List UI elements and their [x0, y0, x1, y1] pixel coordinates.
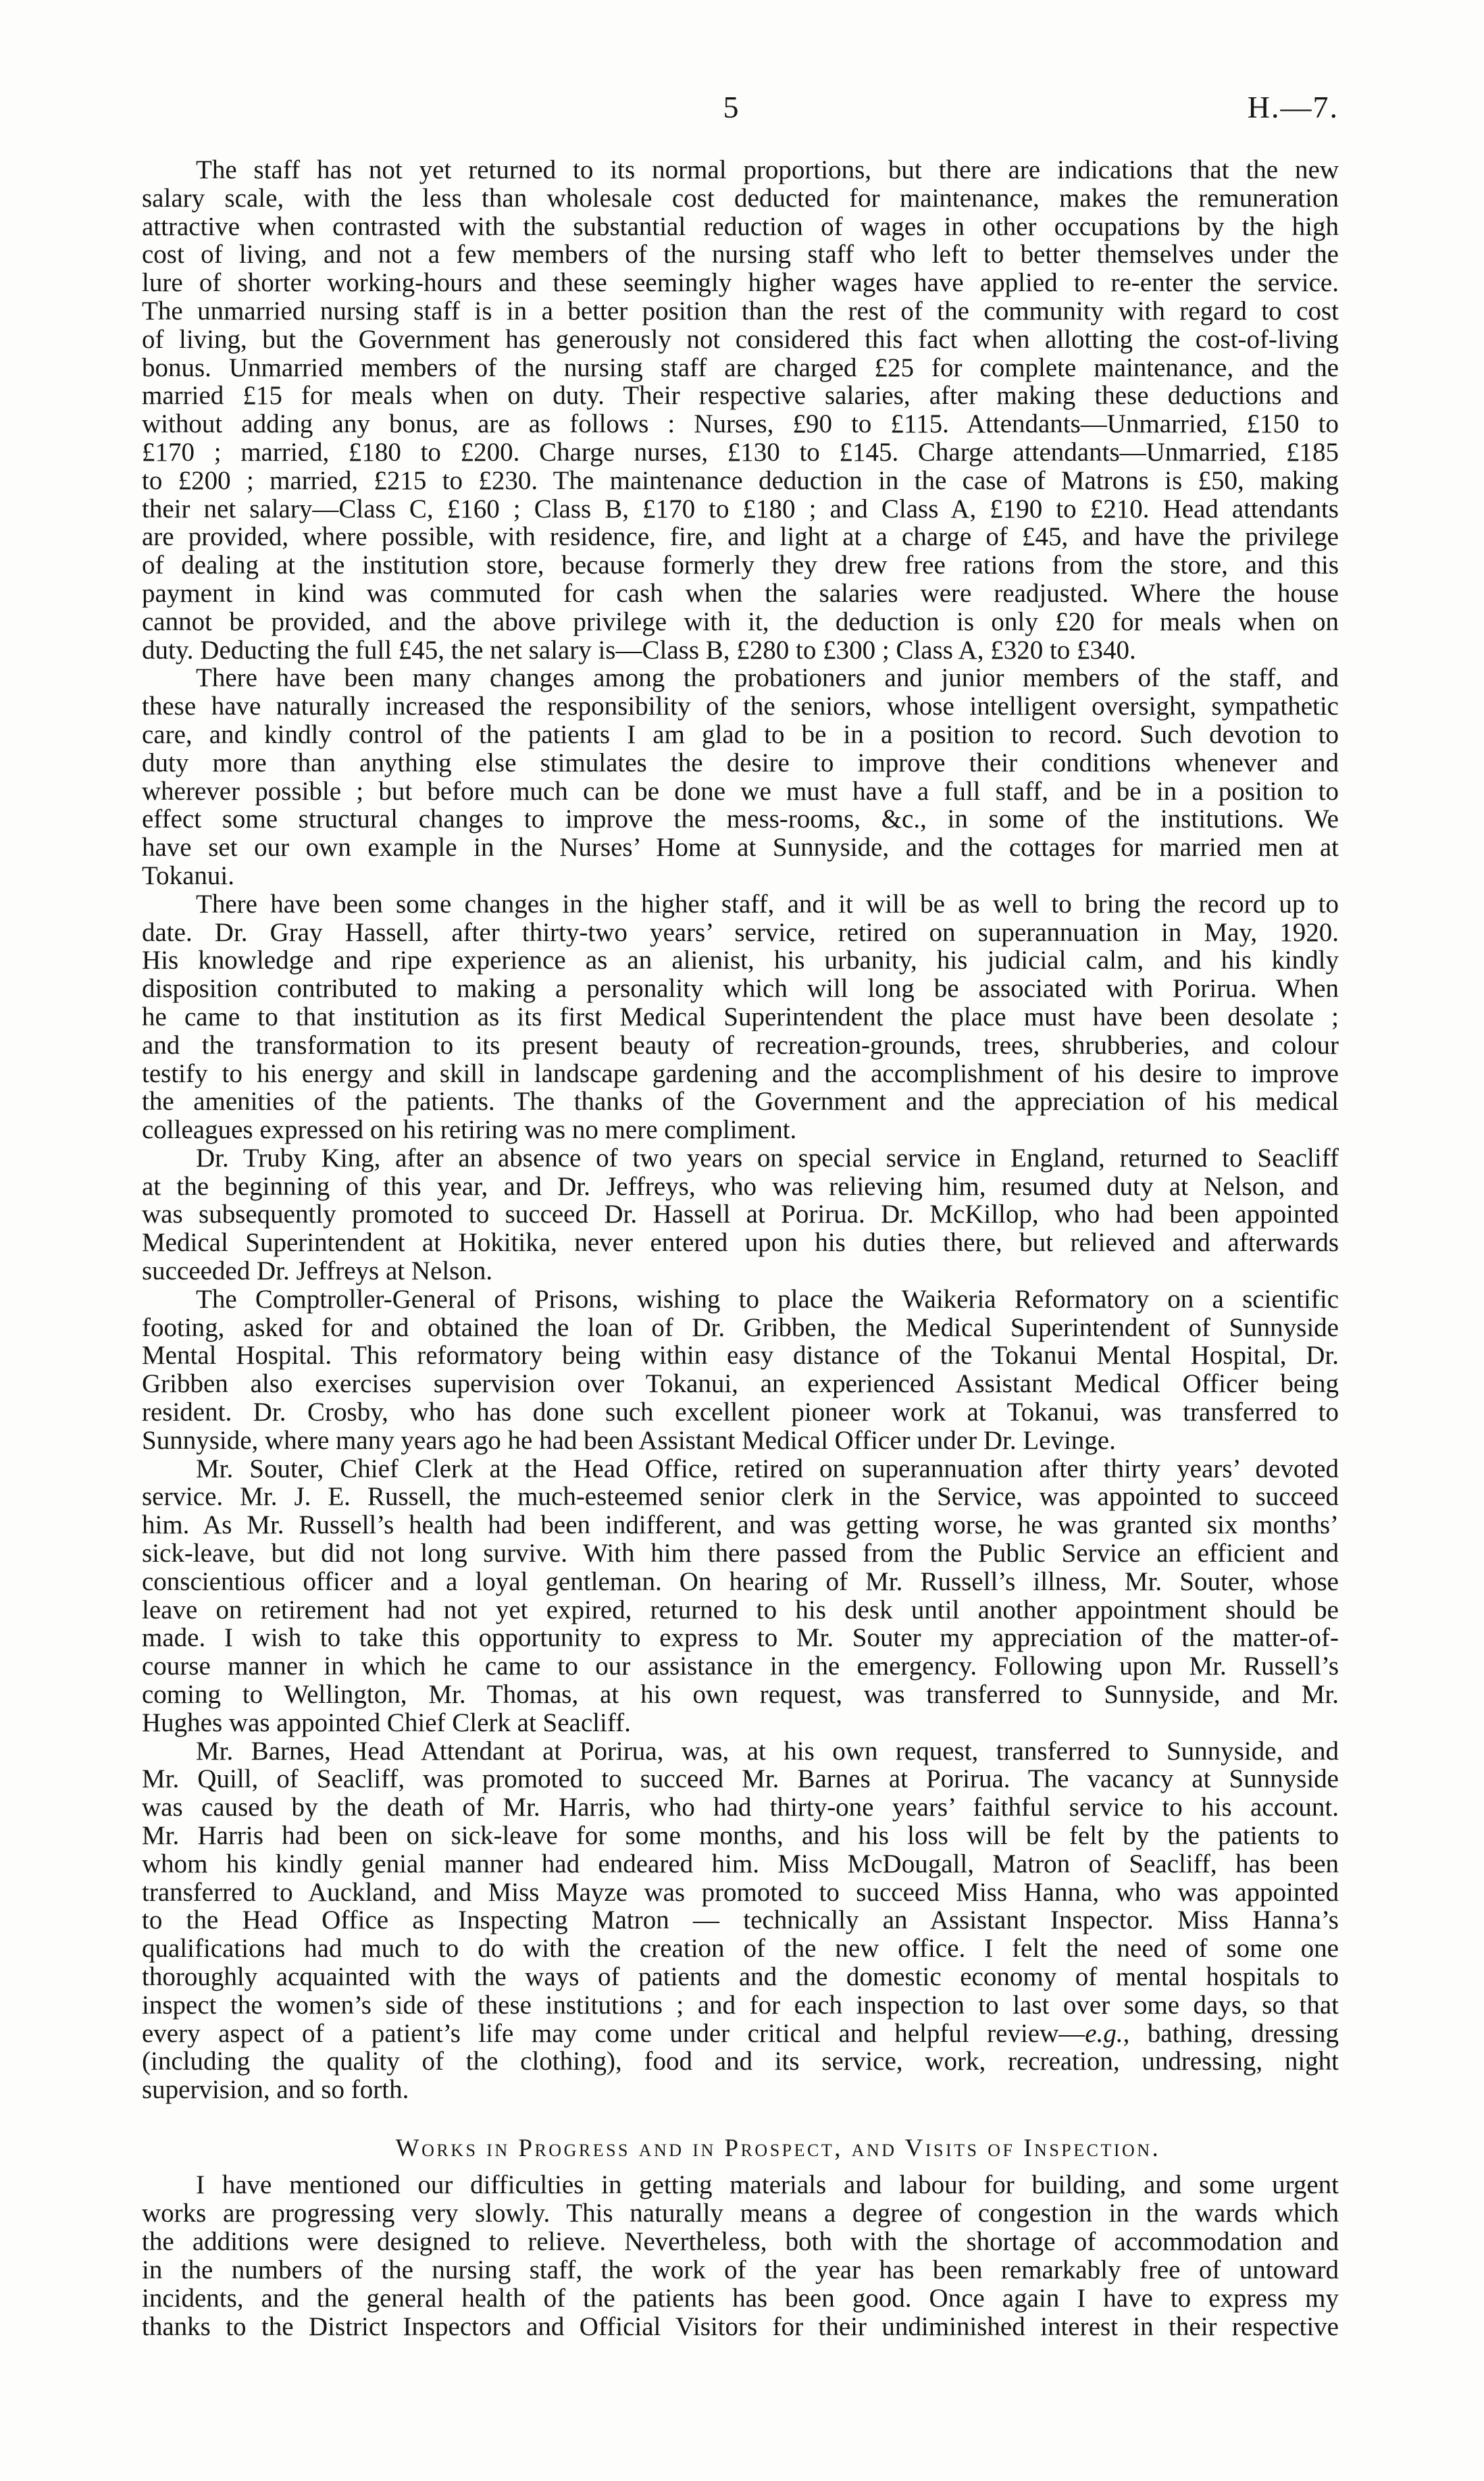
paragraph-higher-staff-changes — [142, 890, 1339, 1144]
text-line: I have mentioned our difficulties in getting materials and labour for building, and some urgent — [196, 2170, 1339, 2199]
paragraph-head-office-clerks — [142, 1455, 1339, 1737]
text-line: leave on retirement had not yet expired, returned to his desk until another appointment should be — [142, 1595, 1339, 1625]
text-line: course manner in which he came to our assistance in the emergency. Following upon Mr. Russell’s — [142, 1652, 1339, 1681]
paragraph-waikeria-reformatory — [142, 1285, 1339, 1455]
paragraph-staff-salaries — [142, 156, 1339, 664]
text-line: of dealing at the institution store, because formerly they drew free rations from the store, and this — [142, 551, 1339, 580]
text-line: There have been some changes in the higher staff, and it will be as well to bring the record up to — [196, 889, 1339, 919]
text-line: Mr. Quill, of Seacliff, was promoted to succeed Mr. Barnes at Porirua. The vacancy at Sunnyside — [142, 1764, 1339, 1794]
text-line: him. As Mr. Russell’s health had been indifferent, and was getting worse, he was granted six months’ — [142, 1510, 1339, 1540]
text-line: cost of living, and not a few members of the nursing staff who left to better themselves under the — [142, 240, 1339, 270]
text-line: made. I wish to take this opportunity to express to Mr. Souter my appreciation of the matter-of- — [142, 1623, 1339, 1653]
text-line: footing, asked for and obtained the loan of Dr. Gribben, the Medical Superintendent of Sunnyside — [142, 1312, 1339, 1342]
text-line: Tokanui. — [142, 861, 234, 890]
text-line: wherever possible ; but before much can be done we must have a full staff, and be in a position to — [142, 776, 1339, 806]
text-line: Hughes was appointed Chief Clerk at Seacliff. — [142, 1708, 631, 1737]
text-line: in the numbers of the nursing staff, the work of the year has been remarkably free of untoward — [142, 2255, 1339, 2284]
text-line: lure of shorter working-hours and these seemingly higher wages have applied to re-enter the service. — [142, 268, 1339, 298]
text-line: coming to Wellington, Mr. Thomas, at his own request, was transferred to Sunnyside, and Mr. — [142, 1680, 1339, 1710]
text-line: The Comptroller-General of Prisons, wishing to place the Waikeria Reformatory on a scientific — [196, 1284, 1339, 1314]
text-line: testify to his energy and skill in landscape gardening and the accomplishment of his desire to improve — [142, 1058, 1339, 1088]
text-line: works are progressing very slowly. This naturally means a degree of congestion in the wards which — [142, 2199, 1339, 2228]
text-line: service. Mr. J. E. Russell, the much-esteemed senior clerk in the Service, was appointed to succeed — [142, 1482, 1339, 1512]
text-segment: every aspect of a patient’s life may come under critical and helpful review— — [142, 2018, 1085, 2048]
paragraph-works-in-progress — [142, 2171, 1339, 2341]
body-text-lower — [142, 2171, 1339, 2341]
document-code: H.—7. — [1247, 90, 1339, 124]
text-line: transferred to Auckland, and Miss Mayze was promoted to succeed Miss Hanna, who was appointed — [142, 1877, 1339, 1907]
text-line: to £200 ; married, £215 to £230. The maintenance deduction in the case of Matrons is £50, making — [142, 465, 1339, 495]
text-line: duty. Deducting the full £45, the net salary is—Class B, £280 to £300 ; Class A, £320 to £340. — [142, 635, 1136, 665]
text-line: to the Head Office as Inspecting Matron — technically an Assistant Inspector. Miss Hanna’s — [142, 1905, 1339, 1935]
text-line: colleagues expressed on his retiring was no mere compliment. — [142, 1115, 797, 1145]
text-line: sick-leave, but did not long survive. With him there passed from the Public Service an efficient and — [142, 1539, 1339, 1568]
text-line: effect some structural changes to improve the mess-rooms, &c., in some of the institutions. We — [142, 804, 1339, 834]
text-line — [142, 2020, 1339, 2048]
text-line: Dr. Truby King, after an absence of two years on special service in England, returned to Seacliff — [196, 1143, 1339, 1173]
text-line: have set our own example in the Nurses’ Home at Sunnyside, and the cottages for married men at — [142, 833, 1339, 863]
paragraph-staff-changes — [142, 664, 1339, 890]
text-line: salary scale, with the less than wholesale cost deducted for maintenance, makes the remuneration — [142, 183, 1339, 213]
text-line: disposition contributed to making a personality which will long be associated with Porirua. When — [142, 974, 1339, 1004]
text-line: supervision, and so forth. — [142, 2075, 409, 2105]
text-line: Medical Superintendent at Hokitika, never entered upon his duties there, but relieved and afterwards — [142, 1228, 1339, 1258]
text-line: without adding any bonus, are as follows : Nurses, £90 to £115. Attendants—Unmarried, £150 to — [142, 409, 1339, 439]
text-line: Mr. Harris had been on sick-leave for some months, and his loss will be felt by the patients to — [142, 1821, 1339, 1851]
text-line: Sunnyside, where many years ago he had been Assistant Medical Officer under Dr. Levinge. — [142, 1425, 1116, 1455]
text-line: cannot be provided, and the above privilege with it, the deduction is only £20 for meals when on — [142, 607, 1339, 636]
text-line: at the beginning of this year, and Dr. Jeffreys, who was relieving him, resumed duty at Nelson, and — [142, 1171, 1339, 1201]
text-line: payment in kind was commuted for cash when the salaries were readjusted. Where the house — [142, 578, 1339, 608]
text-line: married £15 for meals when on duty. Their respective salaries, after making these deductions and — [142, 381, 1339, 411]
text-line: are provided, where possible, with residence, fire, and light at a charge of £45, and have the privilege — [142, 522, 1339, 552]
italic-abbreviation: e.g. — [1085, 2018, 1123, 2048]
text-line: Mr. Souter, Chief Clerk at the Head Office, retired on superannuation after thirty years’ devoted — [196, 1454, 1339, 1483]
text-line: inspect the women’s side of these institutions ; and for each inspection to last over some days, so that — [142, 1990, 1339, 2020]
page-number: 5 — [723, 90, 739, 124]
text-line: whom his kindly genial manner had endeared him. Miss McDougall, Matron of Seacliff, has been — [142, 1849, 1339, 1878]
text-line: care, and kindly control of the patients I am glad to be in a position to record. Such devotion to — [142, 719, 1339, 749]
paragraph-medical-appointments — [142, 1144, 1339, 1285]
text-segment: , bathing, dressing — [1123, 2018, 1339, 2048]
text-line: and the transformation to its present beauty of recreation-grounds, trees, shrubberies, and colour — [142, 1030, 1339, 1060]
section-heading: Works in Progress and in Prospect, and Visits of Inspection. — [395, 2134, 1161, 2162]
text-line: resident. Dr. Crosby, who has done such excellent pioneer work at Tokanui, was transferred to — [142, 1398, 1339, 1427]
text-line: The unmarried nursing staff is in a better position than the rest of the community with regard to cost — [142, 296, 1339, 326]
text-line: was subsequently promoted to succeed Dr. Hassell at Porirua. Dr. McKillop, who had been appointed — [142, 1200, 1339, 1229]
text-line: Mr. Barnes, Head Attendant at Porirua, was, at his own request, transferred to Sunnyside, and — [196, 1736, 1339, 1766]
text-line: date. Dr. Gray Hassell, after thirty-two years’ service, retired on superannuation in May, 1920. — [142, 917, 1339, 947]
text-line: There have been many changes among the probationers and junior members of the staff, and — [196, 663, 1339, 693]
text-line: bonus. Unmarried members of the nursing staff are charged £25 for complete maintenance, and the — [142, 353, 1339, 382]
body-text-upper — [142, 156, 1339, 2104]
text-line: their net salary—Class C, £160 ; Class B, £170 to £180 ; and Class A, £190 to £210. Head attendants — [142, 494, 1339, 523]
text-line: The staff has not yet returned to its normal proportions, but there are indications that the new — [196, 155, 1339, 184]
text-line: the additions were designed to relieve. Nevertheless, both with the shortage of accommodation and — [142, 2227, 1339, 2256]
text-line: Mental Hospital. This reformatory being within easy distance of the Tokanui Mental Hospital, Dr. — [142, 1341, 1339, 1371]
text-line: (including the quality of the clothing), food and its service, work, recreation, undressing, night — [142, 2047, 1339, 2076]
text-line: thanks to the District Inspectors and Official Visitors for their undiminished interest in their respective — [142, 2312, 1339, 2341]
text-line: conscientious officer and a loyal gentleman. On hearing of Mr. Russell’s illness, Mr. Souter, whose — [142, 1566, 1339, 1596]
text-line: the amenities of the patients. The thanks of the Government and the appreciation of his medical — [142, 1087, 1339, 1117]
text-line: he came to that institution as its first Medical Superintendent the place must have been desolate ; — [142, 1002, 1339, 1031]
text-line: thoroughly acquainted with the ways of patients and the domestic economy of mental hospitals to — [142, 1962, 1339, 1991]
paragraph-attendants-matrons — [142, 1737, 1339, 2104]
text-line: attractive when contrasted with the substantial reduction of wages in other occupations by the high — [142, 211, 1339, 241]
text-line: His knowledge and ripe experience as an alienist, his urbanity, his judicial calm, and his kindly — [142, 946, 1339, 975]
text-line: qualifications had much to do with the creation of the new office. I felt the need of some one — [142, 1934, 1339, 1964]
text-line: duty more than anything else stimulates the desire to improve their conditions whenever and — [142, 748, 1339, 777]
text-line: incidents, and the general health of the patients has been good. Once again I have to express my — [142, 2284, 1339, 2313]
text-line: these have naturally increased the responsibility of the seniors, whose intelligent oversight, sympathetic — [142, 692, 1339, 721]
text-line: £170 ; married, £180 to £200. Charge nurses, £130 to £145. Charge attendants—Unmarried, £185 — [142, 437, 1339, 467]
text-line: was caused by the death of Mr. Harris, who had thirty-one years’ faithful service to his account. — [142, 1793, 1339, 1822]
text-line: Gribben also exercises supervision over Tokanui, an experienced Assistant Medical Officer being — [142, 1369, 1339, 1399]
text-line: succeeded Dr. Jeffreys at Nelson. — [142, 1256, 493, 1286]
text-line: of living, but the Government has generously not considered this fact when allotting the cost-of-living — [142, 324, 1339, 354]
